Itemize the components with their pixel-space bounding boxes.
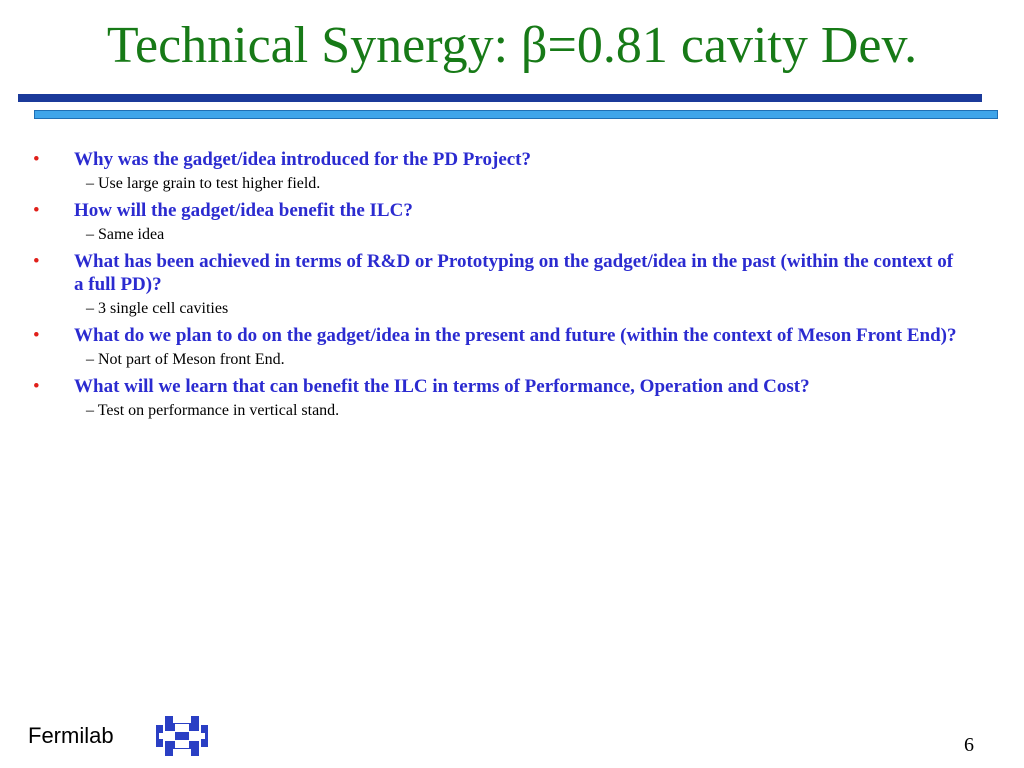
list-item	[0, 199, 1024, 246]
bullet-list	[0, 148, 1024, 426]
footer-brand: Fermilab	[28, 723, 114, 748]
title-underline-thick	[18, 94, 982, 102]
fermilab-logo-icon	[155, 713, 209, 759]
bullet-answer: – Use large grain to test higher field.	[86, 175, 321, 192]
bullet-answer: – Same idea	[86, 226, 165, 243]
slide-title: Technical Synergy: β=0.81 cavity Dev.	[106, 17, 918, 74]
bullet-question: What will we learn that can benefit the ILC in terms of Performance, Operation and Cost?	[74, 376, 810, 397]
bullet-marker: •	[33, 325, 40, 346]
bullet-marker: •	[33, 149, 40, 170]
list-item	[0, 148, 1024, 195]
bullet-marker: •	[33, 200, 40, 221]
list-item	[0, 250, 1024, 320]
bullet-answer: – Not part of Meson front End.	[86, 351, 285, 368]
bullet-question: How will the gadget/idea benefit the ILC?	[74, 200, 413, 221]
list-item	[0, 375, 1024, 422]
bullet-question: Why was the gadget/idea introduced for the PD Project?	[74, 149, 532, 170]
list-item	[0, 324, 1024, 371]
bullet-question: What do we plan to do on the gadget/idea in the present and future (within the context of Meson Front End)?	[74, 325, 957, 346]
bullet-answer: – Test on performance in vertical stand.	[86, 402, 340, 419]
page-number: 6	[964, 734, 974, 756]
bullet-marker: •	[33, 376, 40, 397]
bullet-answer: – 3 single cell cavities	[86, 300, 229, 317]
bullet-question: What has been achieved in terms of R&D or Prototyping on the gadget/idea in the past (within the context of a full PD)?	[74, 251, 954, 295]
title-underline-thin	[34, 110, 998, 119]
bullet-marker: •	[33, 251, 40, 272]
